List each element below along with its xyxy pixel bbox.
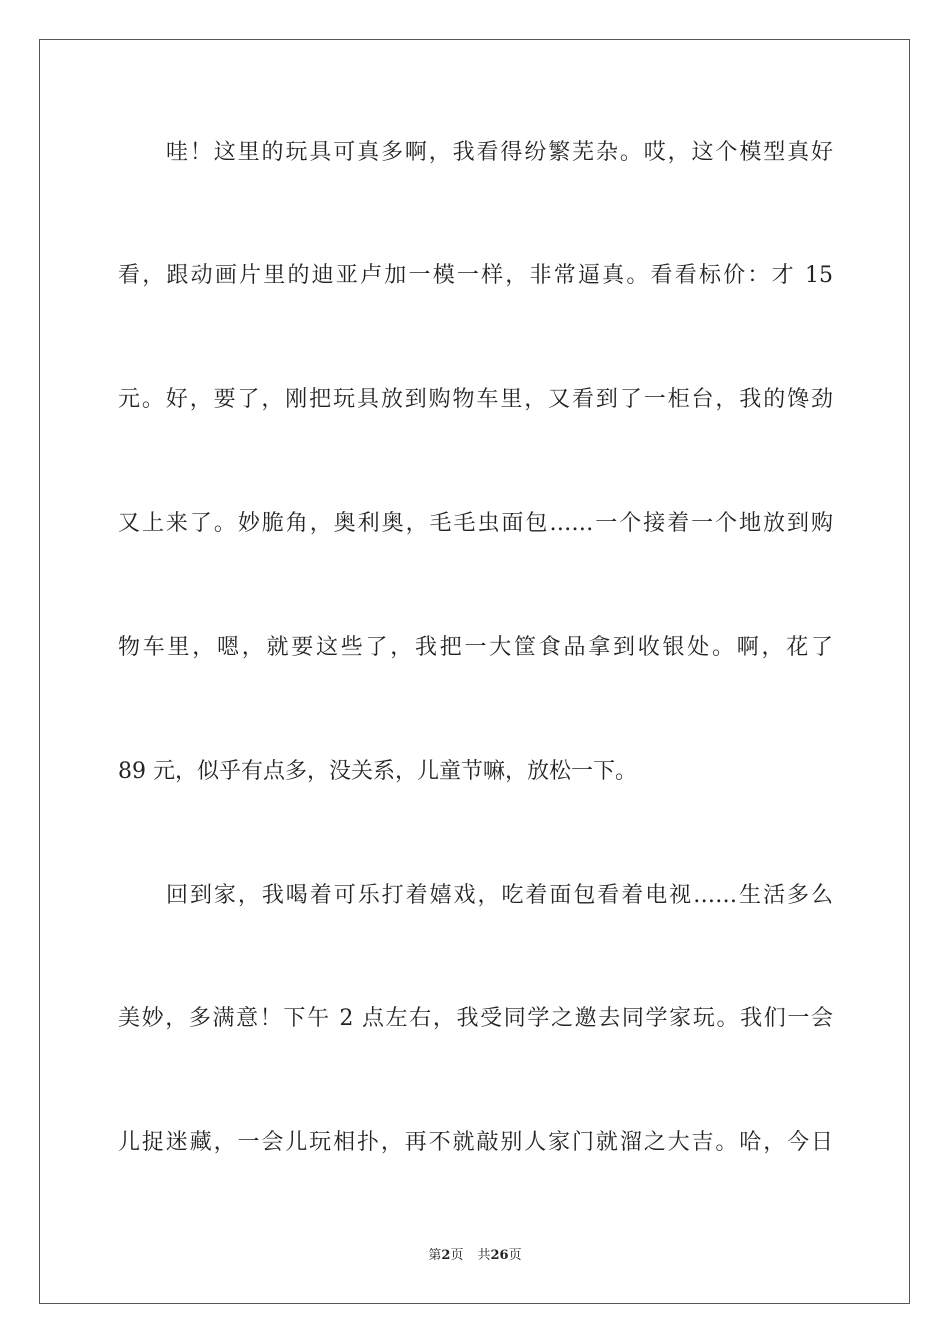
text-line-3: 元。好，要了，刚把玩具放到购物车里，又看到了一柜台，我的馋劲 <box>118 387 833 412</box>
page-footer <box>0 1247 950 1265</box>
text-line-5: 物车里，嗯，就要这些了，我把一大筐食品拿到收银处。啊，花了 <box>118 635 833 660</box>
footer-total-prefix: 共 <box>477 1248 491 1263</box>
text-line-2: 看，跟动画片里的迪亚卢加一模一样，非常逼真。看看标价：才 15 <box>118 263 833 288</box>
footer-page-prefix: 第 <box>428 1248 442 1263</box>
text-line-8: 美妙，多满意！下午 2 点左右，我受同学之邀去同学家玩。我们一会 <box>118 1006 833 1031</box>
text-line-4: 又上来了。妙脆角，奥利奥，毛毛虫面包……一个接着一个地放到购 <box>118 511 833 536</box>
footer-total-pages: 26 <box>490 1248 509 1263</box>
footer-page-suffix: 页 <box>450 1248 464 1263</box>
text-line-7: 回到家，我喝着可乐打着嬉戏，吃着面包看着电视……生活多么 <box>166 883 833 908</box>
page-border <box>39 39 910 1304</box>
footer-total-suffix: 页 <box>508 1248 522 1263</box>
text-line-6: 89 元，似乎有点多，没关系，儿童节嘛，放松一下。 <box>118 759 637 784</box>
text-line-1: 哇！这里的玩具可真多啊，我看得纷繁芜杂。哎，这个模型真好 <box>166 140 833 165</box>
text-line-9: 儿捉迷藏，一会儿玩相扑，再不就敲别人家门就溜之大吉。哈，今日 <box>118 1130 833 1155</box>
footer-page-number: 2 <box>441 1248 451 1263</box>
